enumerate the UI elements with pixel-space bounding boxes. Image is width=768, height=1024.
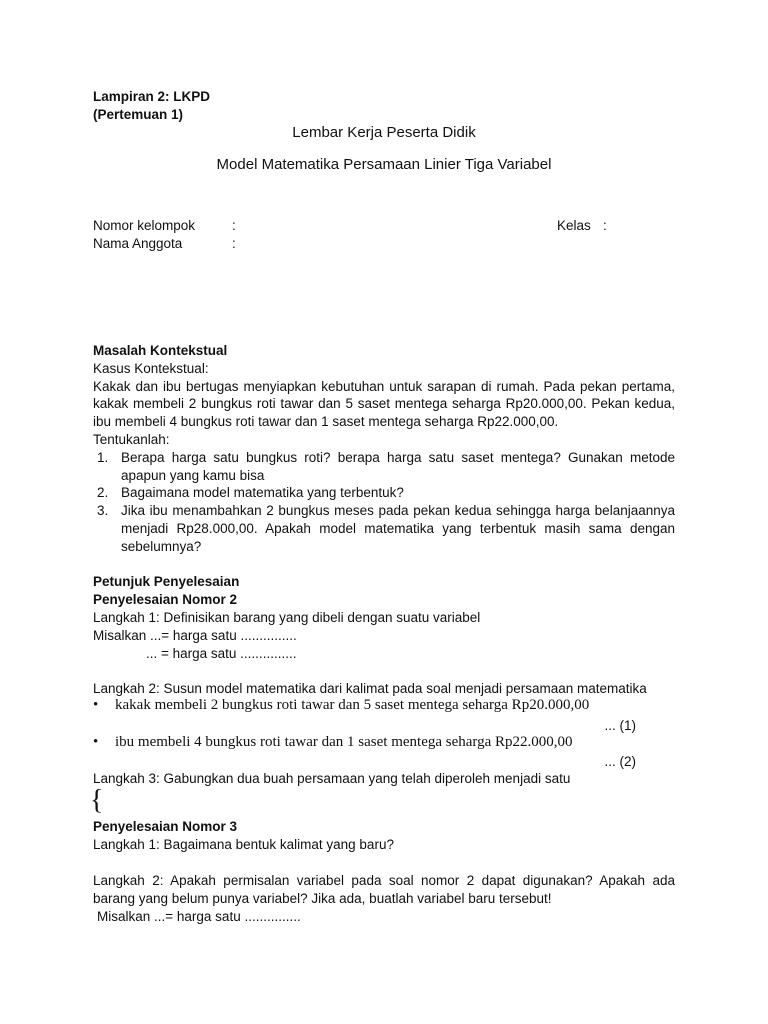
question-number: 2. bbox=[97, 485, 109, 501]
solution-2-step-2: Langkah 2: Susun model matematika dari kalimat pada soal menjadi persamaan matematika bbox=[93, 681, 647, 696]
class-label: Kelas bbox=[557, 218, 591, 233]
class-colon: : bbox=[603, 218, 607, 233]
members-label: Nama Anggota bbox=[93, 236, 183, 251]
problem-section bbox=[93, 342, 675, 556]
question-number: 3. bbox=[97, 503, 109, 519]
group-number-label: Nomor kelompok bbox=[93, 218, 196, 233]
solution-3-step-2: Langkah 2: Apakah permisalan variabel pada soal nomor 2 dapat digunakan? Apakah ada barang yang belum punya variabel? Jika ada, buatlah variabel baru tersebut! bbox=[93, 873, 675, 906]
solution-3-let: Misalkan ...= harga satu ............... bbox=[97, 909, 301, 924]
question-item bbox=[93, 502, 675, 555]
determine-label: Tentukanlah: bbox=[93, 431, 170, 447]
question-item bbox=[93, 484, 675, 502]
solution-2-let-2: ... = harga satu ............... bbox=[146, 646, 297, 661]
question-text: Jika ibu menambahkan 2 bungkus meses pada pekan kedua sehingga harga belanjaannya menjadi Rp28.000,00. Apakah model matematika yang terbentuk masih sama dengan sebelumnya? bbox=[121, 503, 675, 554]
solution-2-step-1: Langkah 1: Definisikan barang yang dibeli dengan suatu variabel bbox=[93, 610, 481, 625]
solution-2-heading: Penyelesaian Nomor 2 bbox=[93, 592, 238, 607]
question-text: Bagaimana model matematika yang terbentuk? bbox=[121, 485, 404, 501]
case-label: Kasus Kontekstual: bbox=[93, 360, 209, 376]
solution-3-heading: Penyelesaian Nomor 3 bbox=[93, 819, 238, 834]
question-number: 1. bbox=[97, 449, 109, 465]
members-colon: : bbox=[232, 236, 236, 251]
solution-2-let-1: Misalkan ...= harga satu ............... bbox=[93, 628, 297, 643]
guide-heading: Petunjuk Penyelesaian bbox=[93, 574, 240, 589]
page-subtitle: Model Matematika Persamaan Linier Tiga Variabel bbox=[216, 156, 552, 173]
question-list bbox=[93, 449, 675, 556]
equation-1-text: kakak membeli 2 bungkus roti tawar dan 5 saset mentega seharga Rp20.000,00 bbox=[115, 697, 590, 713]
equation-system-brace: { bbox=[90, 785, 104, 816]
group-number-colon: : bbox=[232, 218, 236, 233]
appendix-label: Lampiran 2: LKPD bbox=[93, 89, 211, 104]
question-item bbox=[93, 449, 675, 485]
question-text: Berapa harga satu bungkus roti? berapa harga satu saset mentega? Gunakan metode apapun yang kamu bisa bbox=[121, 449, 675, 483]
solution-2-step-3: Langkah 3: Gabungkan dua buah persamaan yang telah diperoleh menjadi satu bbox=[93, 771, 571, 786]
equation-2-tag: ... (2) bbox=[604, 754, 636, 769]
equation-1-tag: ... (1) bbox=[604, 718, 636, 733]
bullet-icon: • bbox=[93, 697, 99, 713]
problem-heading: Masalah Kontekstual bbox=[93, 343, 228, 358]
case-paragraph: Kakak dan ibu bertugas menyiapkan kebutuhan untuk sarapan di rumah. Pada pekan pertama, kakak membeli 2 bungkus roti tawar dan 5 saset mentega seharga Rp20.000,00. Pekan kedua, ibu membeli 4 bungkus roti tawar dan 1 saset mentega seharga Rp22.000,00. bbox=[93, 378, 675, 430]
bullet-icon: • bbox=[93, 734, 99, 750]
page-title: Lembar Kerja Peserta Didik bbox=[292, 124, 476, 141]
solution-3-step-1: Langkah 1: Bagaimana bentuk kalimat yang baru? bbox=[93, 837, 394, 852]
meeting-label: (Pertemuan 1) bbox=[93, 107, 184, 122]
equation-2-text: ibu membeli 4 bungkus roti tawar dan 1 saset mentega seharga Rp22.000,00 bbox=[115, 734, 573, 750]
